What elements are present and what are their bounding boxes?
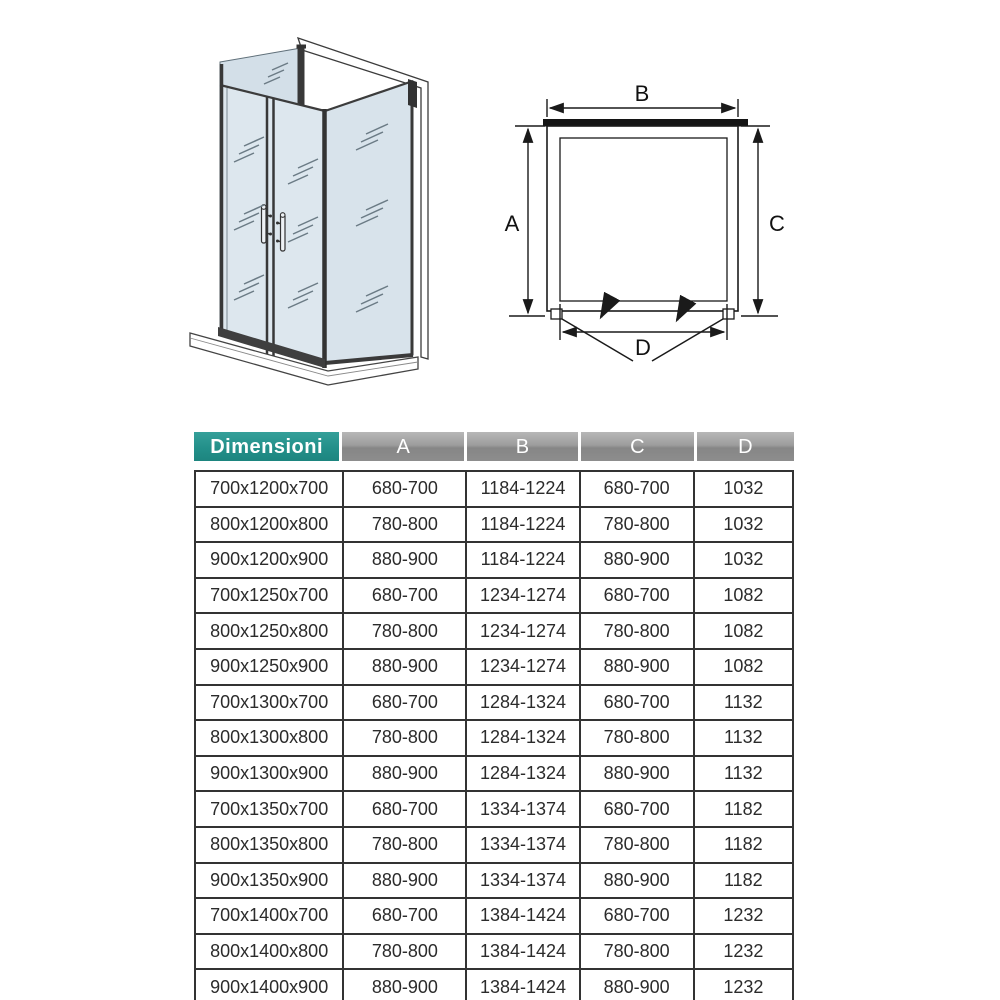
a-cell: 680-700 [343, 898, 466, 934]
table-row [195, 471, 793, 507]
table-row [195, 720, 793, 756]
c-cell: 780-800 [580, 934, 694, 970]
d-cell: 1082 [694, 578, 793, 614]
d-cell: 1132 [694, 756, 793, 792]
size-cell: 800x1250x800 [195, 613, 343, 649]
dimension-a-label: A [504, 211, 520, 236]
b-cell: 1184-1224 [466, 542, 579, 578]
table-row [195, 685, 793, 721]
dimension-b-label: B [634, 81, 650, 106]
header-col-b: B [467, 432, 578, 461]
table-row [195, 969, 793, 1000]
size-cell: 700x1250x700 [195, 578, 343, 614]
d-cell: 1032 [694, 471, 793, 507]
a-cell: 780-800 [343, 613, 466, 649]
size-cell: 700x1400x700 [195, 898, 343, 934]
a-cell: 680-700 [343, 578, 466, 614]
size-cell: 900x1250x900 [195, 649, 343, 685]
c-cell: 780-800 [580, 827, 694, 863]
d-cell: 1232 [694, 969, 793, 1000]
size-cell: 700x1350x700 [195, 791, 343, 827]
b-cell: 1184-1224 [466, 471, 579, 507]
table-row [195, 542, 793, 578]
shower-enclosure-isometric-drawing [180, 18, 456, 396]
header-dimensions: Dimensioni [194, 432, 339, 461]
a-cell: 780-800 [343, 720, 466, 756]
d-cell: 1132 [694, 720, 793, 756]
b-cell: 1334-1374 [466, 827, 579, 863]
c-cell: 880-900 [580, 756, 694, 792]
d-cell: 1132 [694, 685, 793, 721]
size-cell: 800x1350x800 [195, 827, 343, 863]
a-cell: 680-700 [343, 791, 466, 827]
size-cell: 900x1400x900 [195, 969, 343, 1000]
d-cell: 1182 [694, 827, 793, 863]
d-cell: 1032 [694, 507, 793, 543]
side-glass-panel [325, 81, 413, 363]
d-cell: 1232 [694, 898, 793, 934]
a-cell: 880-900 [343, 649, 466, 685]
c-cell: 880-900 [580, 542, 694, 578]
table-row [195, 756, 793, 792]
c-cell: 680-700 [580, 898, 694, 934]
b-cell: 1334-1374 [466, 863, 579, 899]
a-cell: 780-800 [343, 934, 466, 970]
a-cell: 880-900 [343, 756, 466, 792]
a-cell: 680-700 [343, 471, 466, 507]
table-row [195, 827, 793, 863]
table-row [195, 649, 793, 685]
left-door-swing-line [562, 319, 633, 361]
c-cell: 780-800 [580, 613, 694, 649]
back-corner-post [298, 47, 305, 106]
a-cell: 780-800 [343, 827, 466, 863]
size-cell: 900x1300x900 [195, 756, 343, 792]
table-row [195, 863, 793, 899]
dimension-d-label: D [635, 335, 651, 360]
a-cell: 880-900 [343, 863, 466, 899]
header-col-c: C [581, 432, 694, 461]
c-cell: 680-700 [580, 471, 694, 507]
b-cell: 1234-1274 [466, 649, 579, 685]
table-row [195, 507, 793, 543]
b-cell: 1234-1274 [466, 578, 579, 614]
enclosure-outer-outline [547, 126, 738, 311]
c-cell: 880-900 [580, 863, 694, 899]
top-view-dimension-drawing [485, 58, 805, 368]
d-cell: 1182 [694, 791, 793, 827]
c-cell: 880-900 [580, 649, 694, 685]
dimensions-table [194, 470, 794, 1000]
table-row [195, 613, 793, 649]
table-row [195, 578, 793, 614]
d-cell: 1082 [694, 613, 793, 649]
a-cell: 680-700 [343, 685, 466, 721]
dimensions-table-header [194, 432, 794, 461]
b-cell: 1234-1274 [466, 613, 579, 649]
enclosure-inner-outline [560, 138, 727, 301]
b-cell: 1334-1374 [466, 791, 579, 827]
size-cell: 900x1350x900 [195, 863, 343, 899]
right-corner-profile [723, 309, 734, 319]
c-cell: 680-700 [580, 578, 694, 614]
b-cell: 1384-1424 [466, 898, 579, 934]
b-cell: 1384-1424 [466, 934, 579, 970]
table-row [195, 898, 793, 934]
size-cell: 800x1300x800 [195, 720, 343, 756]
a-cell: 880-900 [343, 542, 466, 578]
a-cell: 880-900 [343, 969, 466, 1000]
header-col-d: D [697, 432, 794, 461]
side-panel-post-cap [408, 79, 417, 108]
b-cell: 1184-1224 [466, 507, 579, 543]
header-col-a: A [342, 432, 464, 461]
size-cell: 800x1400x800 [195, 934, 343, 970]
back-corner-post-cap [297, 45, 307, 49]
b-cell: 1384-1424 [466, 969, 579, 1000]
a-cell: 780-800 [343, 507, 466, 543]
c-cell: 780-800 [580, 720, 694, 756]
d-cell: 1182 [694, 863, 793, 899]
b-cell: 1284-1324 [466, 720, 579, 756]
c-cell: 680-700 [580, 685, 694, 721]
d-cell: 1082 [694, 649, 793, 685]
size-cell: 900x1200x900 [195, 542, 343, 578]
table-row [195, 934, 793, 970]
c-cell: 680-700 [580, 791, 694, 827]
right-door-swing-arrow-icon [677, 307, 684, 320]
dimension-c-label: C [769, 211, 785, 236]
right-door-swing-line [652, 319, 723, 361]
size-cell: 700x1200x700 [195, 471, 343, 507]
d-cell: 1032 [694, 542, 793, 578]
size-cell: 800x1200x800 [195, 507, 343, 543]
d-cell: 1232 [694, 934, 793, 970]
b-cell: 1284-1324 [466, 685, 579, 721]
size-cell: 700x1300x700 [195, 685, 343, 721]
c-cell: 880-900 [580, 969, 694, 1000]
table-row [195, 791, 793, 827]
c-cell: 780-800 [580, 507, 694, 543]
b-cell: 1284-1324 [466, 756, 579, 792]
